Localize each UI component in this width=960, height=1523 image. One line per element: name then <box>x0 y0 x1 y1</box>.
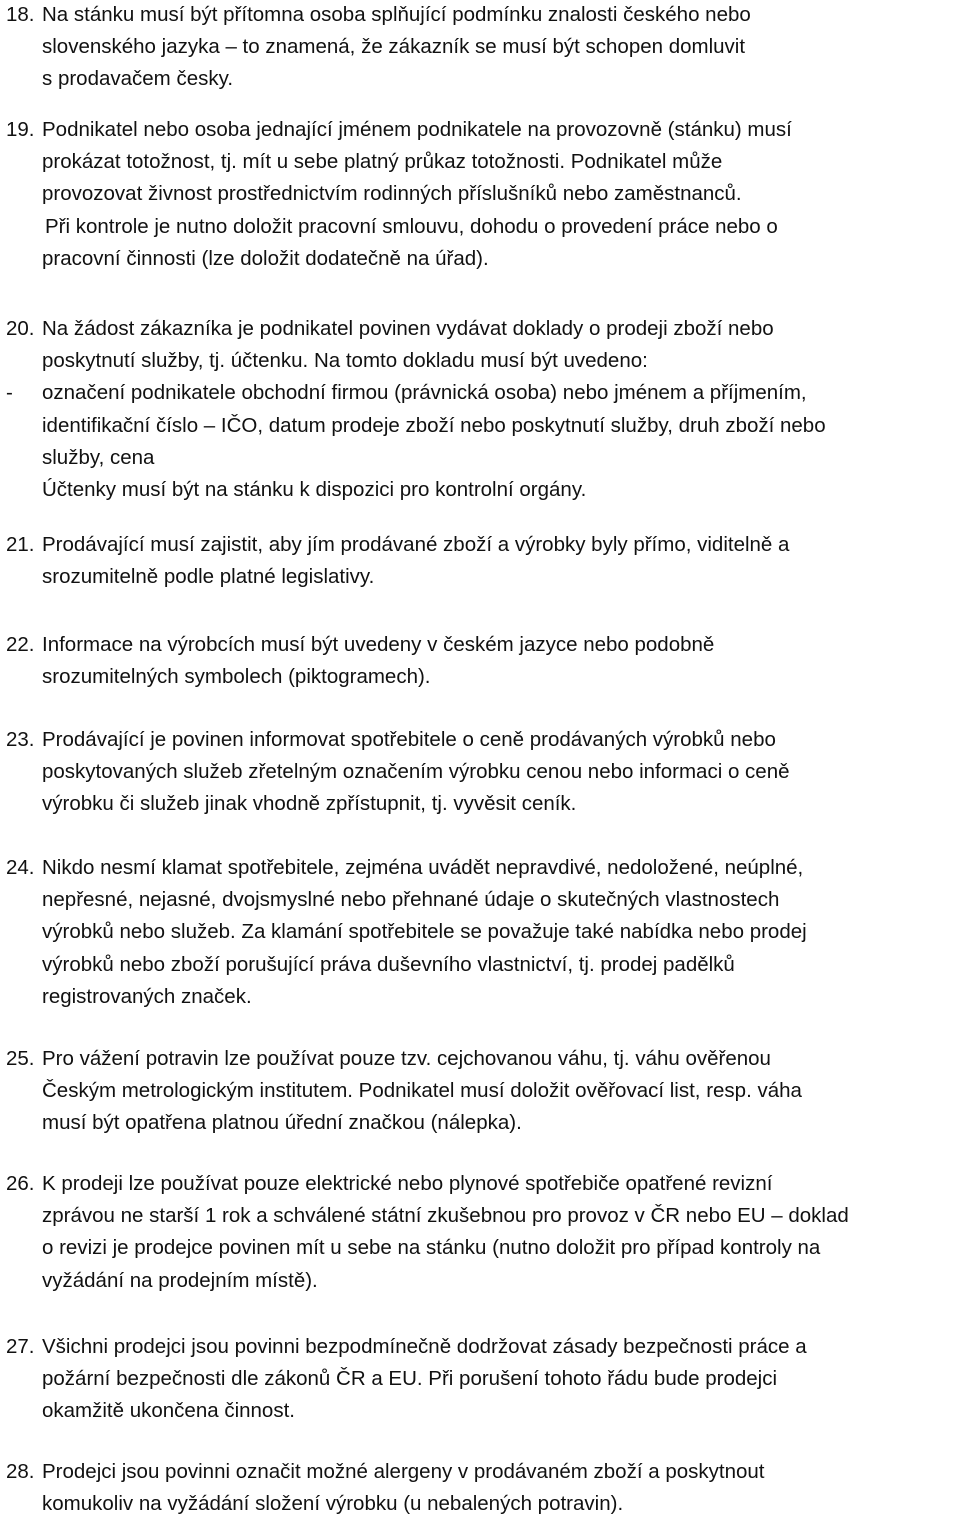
item-number: 18. <box>6 3 35 26</box>
bullet-marker: - <box>6 381 13 405</box>
paragraph-line: Prodávající je povinen informovat spotřebitele o ceně prodávaných výrobků nebo <box>42 728 776 751</box>
bullet-line: Účtenky musí být na stánku k dispozici pro kontrolní orgány. <box>42 478 587 501</box>
item-number: 25. <box>6 1047 35 1070</box>
paragraph-line: srozumitelně podle platné legislativy. <box>42 565 375 589</box>
bullet-line: služby, cena <box>42 445 155 469</box>
paragraph-line: Nikdo nesmí klamat spotřebitele, zejména uvádět nepravdivé, nedoložené, neúplné, <box>42 856 804 879</box>
paragraph-line: Prodávající musí zajistit, aby jím prodávané zboží a výrobky byly přímo, viditelně a <box>42 533 790 556</box>
paragraph-line: srozumitelných symbolech (piktogramech). <box>42 665 431 689</box>
item-number: 24. <box>6 856 35 879</box>
item-number: 20. <box>6 317 35 340</box>
paragraph-line: výrobků nebo služeb. Za klamání spotřebitele se považuje také nabídka nebo prodej <box>42 920 807 944</box>
item-number: 28. <box>6 1460 35 1483</box>
paragraph-line: pracovní činnosti (lze doložit dodatečně na úřad). <box>42 246 489 270</box>
paragraph-line: výrobku či služeb jinak vhodně zpřístupnit, tj. vyvěsit ceník. <box>42 792 577 816</box>
paragraph-line: výrobků nebo zboží porušující práva duševního vlastnictví, tj. prodej padělků <box>42 952 735 976</box>
paragraph-line: vyžádání na prodejním místě). <box>42 1268 318 1292</box>
paragraph-line: musí být opatřena platnou úřední značkou (nálepka). <box>42 1111 522 1135</box>
paragraph-line: Českým metrologickým institutem. Podnikatel musí doložit ověřovací list, resp. váha <box>42 1079 802 1103</box>
item-number: 19. <box>6 118 35 141</box>
paragraph-line: Na žádost zákazníka je podnikatel povinen vydávat doklady o prodeji zboží nebo <box>42 317 774 340</box>
paragraph-line: K prodeji lze používat pouze elektrické nebo plynové spotřebiče opatřené revizní <box>42 1172 773 1195</box>
paragraph-line: Pro vážení potravin lze používat pouze tzv. cejchovanou váhu, tj. váhu ověřenou <box>42 1047 771 1070</box>
paragraph-line: o revizi je prodejce povinen mít u sebe na stánku (nutno doložit pro případ kontroly na <box>42 1236 821 1260</box>
paragraph-line: poskytovaných služeb zřetelným označením výrobku cenou nebo informaci o ceně <box>42 760 790 784</box>
paragraph-line: komukoliv na vyžádání složení výrobku (u nebalených potravin). <box>42 1492 624 1516</box>
paragraph-line: provozovat živnost prostřednictvím rodinných příslušníků nebo zaměstnanců. <box>42 182 742 206</box>
paragraph-line: Prodejci jsou povinni označit možné alergeny v prodávaném zboží a poskytnout <box>42 1460 765 1483</box>
bullet-line: identifikační číslo – IČO, datum prodeje zboží nebo poskytnutí služby, druh zboží nebo <box>42 413 826 437</box>
paragraph-line: Při kontrole je nutno doložit pracovní smlouvu, dohodu o provedení práce nebo o <box>45 214 778 238</box>
item-number: 23. <box>6 728 35 751</box>
paragraph-line: zprávou ne starší 1 rok a schválené státní zkušebnou pro provoz v ČR nebo EU – doklad <box>42 1204 849 1228</box>
paragraph-line: požární bezpečnosti dle zákonů ČR a EU. Při porušení tohoto řádu bude prodejci <box>42 1367 778 1391</box>
item-number: 26. <box>6 1172 35 1195</box>
paragraph-line: Informace na výrobcích musí být uvedeny v českém jazyce nebo podobně <box>42 633 715 656</box>
paragraph-line: Všichni prodejci jsou povinni bezpodmínečně dodržovat zásady bezpečnosti práce a <box>42 1335 807 1358</box>
paragraph-line: poskytnutí služby, tj. účtenku. Na tomto dokladu musí být uvedeno: <box>42 349 648 373</box>
item-number: 21. <box>6 533 35 556</box>
item-number: 27. <box>6 1335 35 1358</box>
paragraph-line: slovenského jazyka – to znamená, že zákazník se musí být schopen domluvit <box>42 35 746 59</box>
paragraph-line: s prodavačem česky. <box>42 67 234 91</box>
paragraph-line: Podnikatel nebo osoba jednající jménem podnikatele na provozovně (stánku) musí <box>42 118 792 141</box>
paragraph-line: registrovaných značek. <box>42 984 252 1008</box>
bullet-line: označení podnikatele obchodní firmou (právnická osoba) nebo jménem a příjmením, <box>42 381 807 405</box>
paragraph-line: prokázat totožnost, tj. mít u sebe platný průkaz totožnosti. Podnikatel může <box>42 150 723 174</box>
paragraph-line: nepřesné, nejasné, dvojsmyslné nebo přehnané údaje o skutečných vlastnostech <box>42 888 780 912</box>
paragraph-line: Na stánku musí být přítomna osoba splňující podmínku znalosti českého nebo <box>42 3 751 26</box>
item-number: 22. <box>6 633 35 656</box>
paragraph-line: okamžitě ukončena činnost. <box>42 1399 295 1423</box>
